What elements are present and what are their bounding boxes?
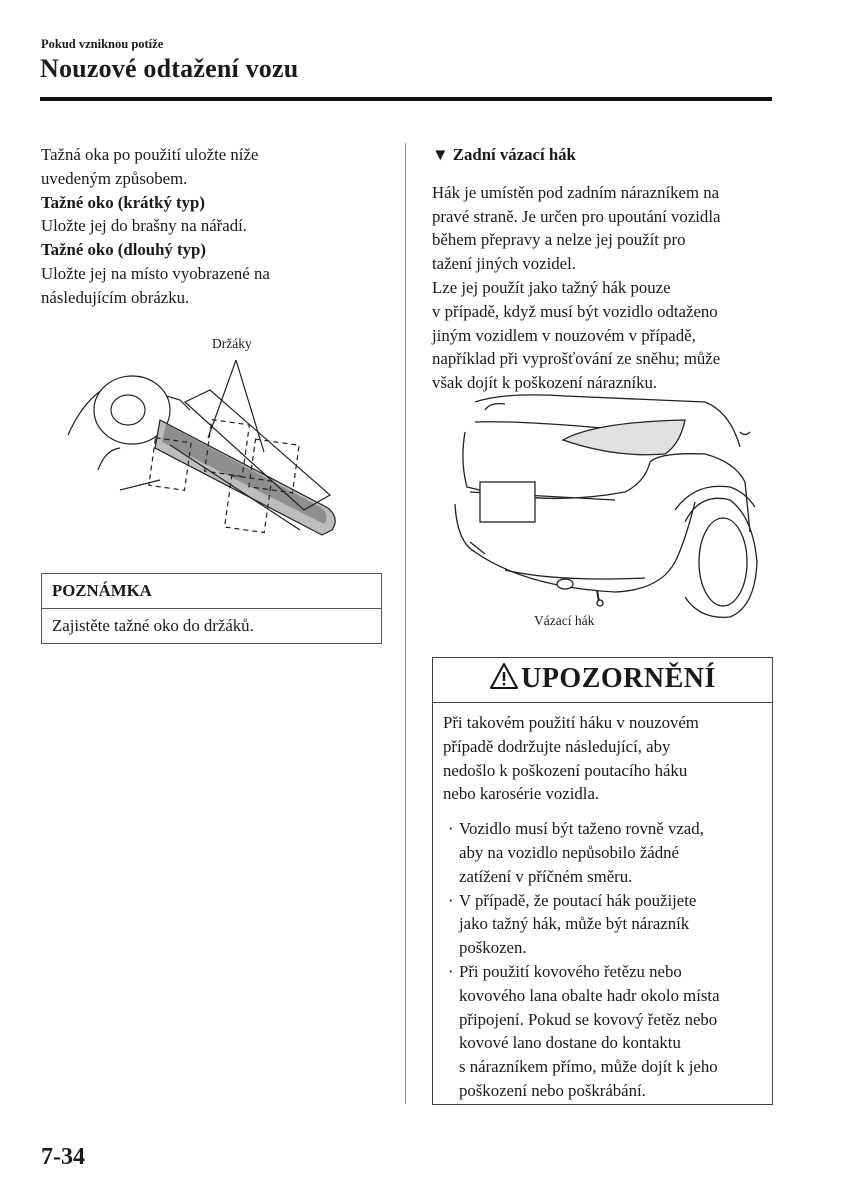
right-column (432, 143, 772, 395)
rear-car-illustration (445, 392, 760, 642)
warning-intro-line: nebo karosérie vozidla. (443, 784, 600, 804)
bullet-line: jako tažný hák, může být nárazník (459, 914, 690, 934)
warning-bullet (443, 960, 762, 1103)
warning-intro-line: případě dodržujte následující, aby (443, 736, 671, 756)
warning-list (443, 817, 762, 1103)
warning-bullet (443, 817, 762, 888)
paragraph-line: během přepravy a nelze jej použít pro (432, 230, 686, 250)
warning-intro (443, 711, 762, 806)
towing-eye-illustration (60, 330, 360, 555)
paragraph-line: pravé straně. Je určen pro upoutání vozidla (432, 206, 721, 226)
short-type-heading: Tažné oko (krátký typ) (41, 192, 205, 212)
paragraph-line: Lze jej použít jako tažný hák pouze (432, 277, 671, 297)
bullet-line: poškození nebo poškrábání. (459, 1080, 646, 1100)
note-text: Zajistěte tažné oko do držáků. (52, 616, 254, 635)
intro-line: uvedeným způsobem. (41, 168, 188, 188)
bullet-line: · Při použití kovového řetězu nebo (459, 961, 682, 981)
section-label: Pokud vzniknou potíže (41, 37, 164, 51)
towing-eye-drawing (60, 330, 360, 555)
warning-triangle-icon (489, 662, 519, 690)
warning-bullet (443, 889, 762, 960)
bullet-line: aby na vozidlo nepůsobilo žádné (459, 842, 679, 862)
long-type-heading: Tažné oko (dlouhý typ) (41, 240, 206, 260)
bullet-line: poškozen. (459, 938, 527, 958)
warning-intro-line: nedošlo k poškození poutacího háku (443, 760, 688, 780)
warning-title (433, 658, 772, 703)
bullet-line: kovového lana obalte hadr okolo místa (459, 985, 720, 1005)
title-rule (40, 97, 772, 101)
paragraph-line: jiným vozidlem v nouzovém v případě, (432, 325, 696, 345)
bullet-line: připojení. Pokud se kovový řetěz nebo (459, 1009, 718, 1029)
page-number: 7-34 (41, 1144, 85, 1170)
intro-line: Tažná oka po použití uložte níže (41, 145, 259, 164)
paragraph-line: tažení jiných vozidel. (432, 254, 576, 274)
bullet-line: kovové lano dostane do kontaktu (459, 1033, 681, 1053)
warning-intro-line: Při takovém použití háku v nouzovém (443, 713, 699, 732)
tow-hook-label: Vázací hák (534, 613, 595, 628)
paragraph-line: v případě, když musí být vozidlo odtaženo (432, 301, 718, 321)
note-heading: POZNÁMKA (42, 574, 381, 609)
car-rear-drawing (445, 392, 760, 642)
short-type-text: Uložte jej do brašny na nářadí. (41, 216, 247, 236)
brackets-label: Držáky (212, 336, 252, 351)
paragraph-line: Hák je umístěn pod zadním nárazníkem na (432, 182, 720, 202)
bullet-line: · Vozidlo musí být taženo rovně vzad, (459, 819, 704, 839)
paragraph-line: například při vyprošťování ze sněhu; může (432, 349, 721, 369)
long-type-line: následujícím obrázku. (41, 287, 190, 307)
paragraph-line: však dojít k poškození nárazníku. (432, 373, 658, 393)
note-box (41, 573, 382, 644)
left-column (41, 143, 391, 310)
warning-body (433, 703, 772, 1103)
long-type-line: Uložte jej na místo vyobrazené na (41, 263, 270, 283)
bullet-line: s nárazníkem přímo, může dojít k jeho (459, 1057, 718, 1077)
page-title: Nouzové odtažení vozu (40, 54, 299, 83)
bullet-line: zatížení v příčném směru. (459, 866, 633, 886)
warning-box (432, 657, 773, 1105)
column-divider (405, 143, 406, 1104)
warning-title-text: UPOZORNĚNÍ (521, 663, 716, 694)
rear-hook-heading: ▼ Zadní vázací hák (432, 145, 576, 164)
bullet-line: · V případě, že poutací hák použijete (459, 890, 697, 910)
